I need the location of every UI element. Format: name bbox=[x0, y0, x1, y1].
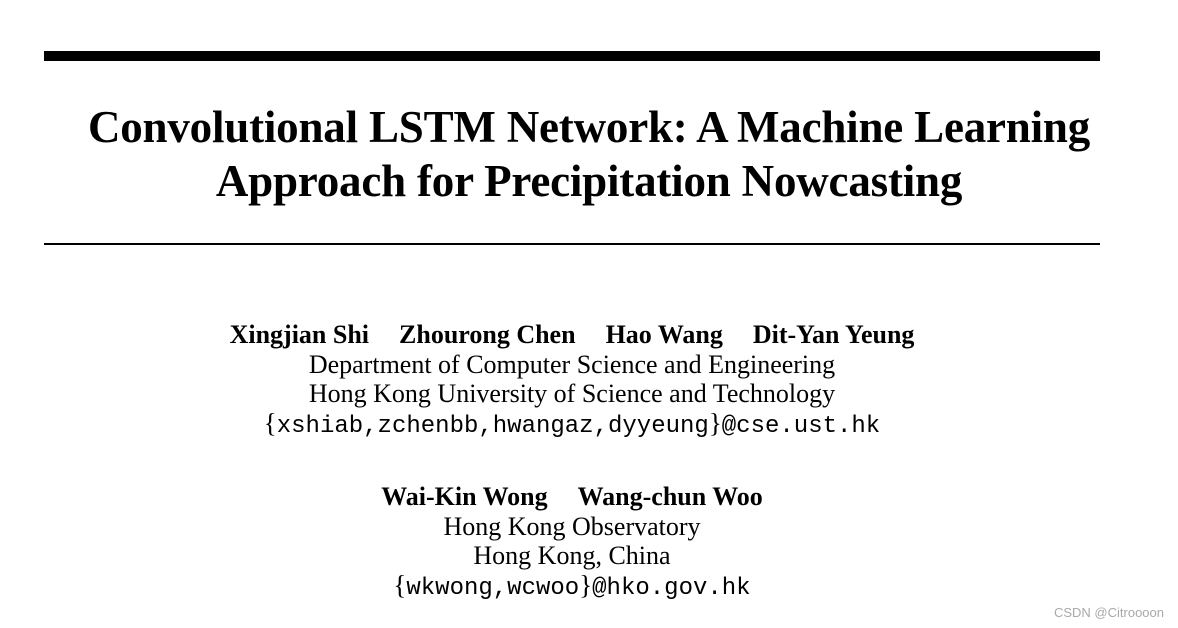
title-line-1: Convolutional LSTM Network: A Machine Learning bbox=[87, 102, 1091, 152]
title-line-2: Approach for Precipitation Nowcasting bbox=[215, 156, 963, 206]
email-close-brace: } bbox=[579, 570, 593, 600]
author-group-2 bbox=[0, 482, 1144, 604]
author-names-2 bbox=[0, 482, 1144, 512]
author-name: Zhourong Chen bbox=[399, 320, 576, 349]
author-name: Wai-Kin Wong bbox=[381, 482, 548, 511]
affiliation-location: Hong Kong, China bbox=[473, 541, 671, 570]
affiliation-department: Department of Computer Science and Engineering bbox=[308, 350, 836, 379]
affiliation-observatory: Hong Kong Observatory bbox=[443, 512, 701, 541]
email-domain: @cse.ust.hk bbox=[721, 413, 881, 440]
email-close-brace: } bbox=[708, 408, 722, 438]
author-name: Xingjian Shi bbox=[229, 320, 370, 349]
email-domain: @hko.gov.hk bbox=[592, 575, 751, 602]
title-bottom-rule bbox=[44, 243, 1100, 245]
author-name: Wang-chun Woo bbox=[577, 482, 763, 511]
title-top-rule bbox=[44, 51, 1100, 61]
affiliation-university: Hong Kong University of Science and Technology bbox=[308, 379, 836, 408]
author-email-2 bbox=[0, 570, 1144, 604]
author-names-1 bbox=[0, 320, 1144, 350]
paper-title bbox=[44, 100, 1134, 208]
author-name: Dit-Yan Yeung bbox=[752, 320, 915, 349]
email-users: xshiab,zchenbb,hwangaz,dyyeung bbox=[276, 413, 709, 440]
email-open-brace: { bbox=[263, 408, 277, 438]
author-group-1 bbox=[0, 320, 1144, 442]
author-email-1 bbox=[0, 408, 1144, 442]
email-open-brace: { bbox=[393, 570, 407, 600]
email-users: wkwong,wcwoo bbox=[406, 575, 580, 602]
author-name: Hao Wang bbox=[605, 320, 723, 349]
csdn-watermark: CSDN @Citroooon bbox=[1053, 605, 1164, 620]
